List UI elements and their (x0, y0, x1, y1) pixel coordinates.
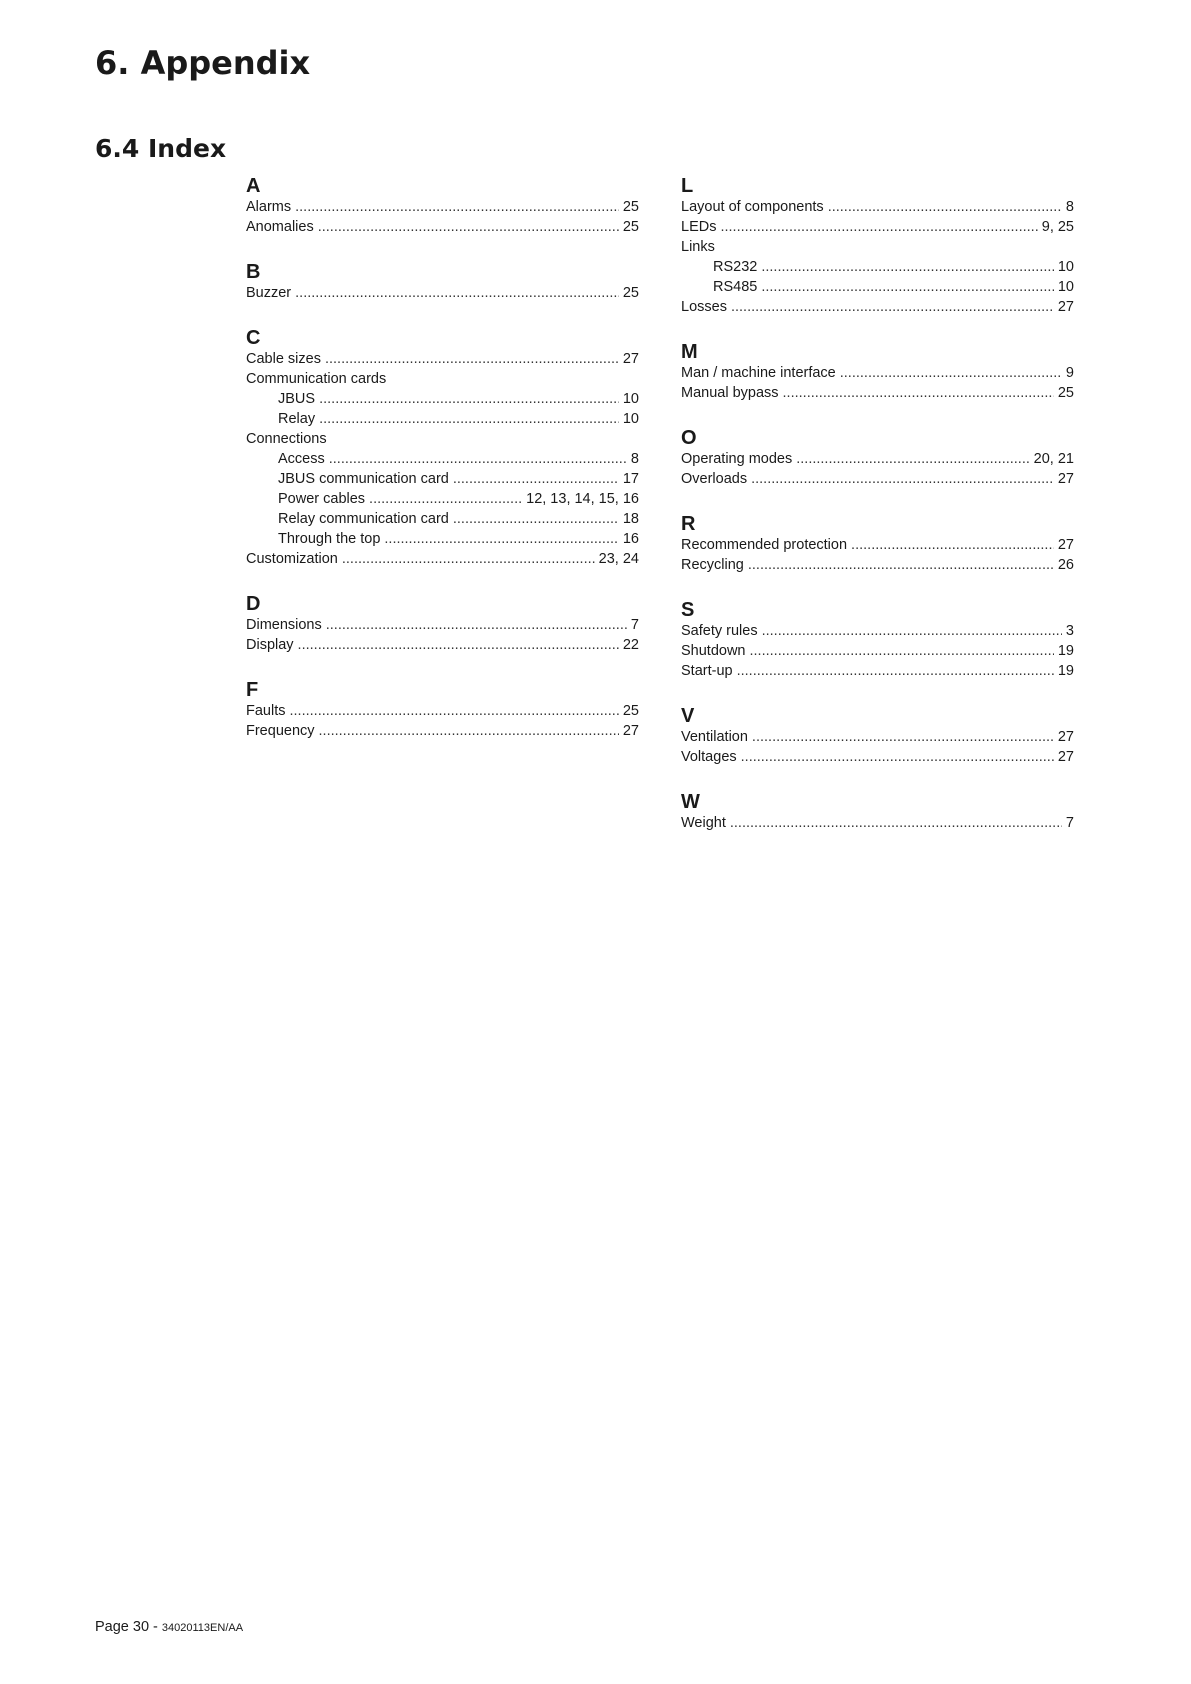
dot-leader (453, 509, 619, 529)
dot-leader (796, 449, 1029, 469)
index-page-numbers: 17 (622, 471, 639, 487)
index-page-numbers: 8 (1065, 199, 1074, 215)
index-term: JBUS (278, 391, 316, 407)
index-page-numbers: 10 (622, 411, 639, 427)
dot-leader (319, 409, 619, 429)
dot-leader (384, 529, 618, 549)
index-page-numbers: 20, 21 (1033, 451, 1074, 467)
index-term: Recycling (681, 557, 744, 573)
dot-leader (290, 701, 619, 721)
index-term: Recommended protection (681, 537, 848, 553)
dot-leader (295, 283, 619, 303)
index-page-numbers: 27 (622, 351, 639, 367)
index-entry (246, 197, 639, 217)
index-entry (681, 535, 1074, 555)
index-page-numbers: 7 (630, 617, 639, 633)
dot-leader (319, 721, 619, 741)
dot-leader (741, 747, 1054, 767)
index-entry (246, 635, 639, 655)
index-group-r (681, 514, 1074, 575)
index-subentry (246, 409, 639, 429)
index-entry (681, 449, 1074, 469)
index-term: Man / machine interface (681, 365, 836, 381)
index-term: Buzzer (246, 285, 292, 301)
index-group-d (246, 594, 639, 655)
index-column-left (246, 176, 639, 766)
index-subentry (246, 389, 639, 409)
index-subentry (246, 489, 639, 509)
index-page-numbers: 26 (1057, 557, 1074, 573)
index-column-right (681, 176, 1074, 858)
index-term: Safety rules (681, 623, 758, 639)
index-group-f (246, 680, 639, 741)
index-page-numbers: 10 (1057, 259, 1074, 275)
index-group-o (681, 428, 1074, 489)
index-term: Through the top (278, 531, 381, 547)
index-entry (681, 555, 1074, 575)
index-term: Access (278, 451, 325, 467)
index-letter-heading: S (681, 599, 695, 621)
index-page-numbers: 25 (622, 703, 639, 719)
index-entry (246, 549, 639, 569)
index-entry (246, 349, 639, 369)
index-entry (681, 217, 1074, 237)
index-letter-heading: R (681, 513, 696, 535)
dot-leader (761, 257, 1054, 277)
index-term: Relay (278, 411, 316, 427)
index-page-numbers: 7 (1065, 815, 1074, 831)
index-page-numbers: 19 (1057, 663, 1074, 679)
index-term: Start-up (681, 663, 733, 679)
index-entry (246, 429, 639, 449)
section-title: 6.4 Index (95, 134, 227, 163)
index-term: Operating modes (681, 451, 793, 467)
index-letter-heading: A (246, 175, 261, 197)
index-page-numbers: 25 (622, 219, 639, 235)
index-entry (681, 727, 1074, 747)
index-group-a (246, 176, 639, 237)
index-term: Power cables (278, 491, 366, 507)
dot-leader (369, 489, 522, 509)
index-term: Overloads (681, 471, 748, 487)
index-term: Shutdown (681, 643, 746, 659)
index-term: Display (246, 637, 294, 653)
index-term: Frequency (246, 723, 315, 739)
page-footer (95, 1619, 243, 1635)
index-letter-heading: M (681, 341, 698, 363)
index-entry (681, 469, 1074, 489)
index-page-numbers: 27 (1057, 299, 1074, 315)
index-term: Layout of components (681, 199, 824, 215)
index-entry (681, 197, 1074, 217)
index-entry (681, 813, 1074, 833)
index-page-numbers: 3 (1065, 623, 1074, 639)
index-entry (681, 383, 1074, 403)
index-term: Voltages (681, 749, 737, 765)
index-entry (246, 369, 639, 389)
index-page-numbers: 18 (622, 511, 639, 527)
index-term: JBUS communication card (278, 471, 449, 487)
index-entry (246, 615, 639, 635)
dot-leader (828, 197, 1062, 217)
dot-leader (342, 549, 595, 569)
index-page-numbers: 27 (622, 723, 639, 739)
index-group-w (681, 792, 1074, 833)
dot-leader (318, 217, 619, 237)
index-term: Manual bypass (681, 385, 779, 401)
index-entry (681, 641, 1074, 661)
index-subentry (246, 469, 639, 489)
index-group-v (681, 706, 1074, 767)
dot-leader (750, 641, 1054, 661)
index-entry (681, 661, 1074, 681)
index-entry (246, 217, 639, 237)
index-term: RS232 (713, 259, 758, 275)
footer-page-label: Page 30 - (95, 1619, 162, 1635)
index-letter-heading: O (681, 427, 697, 449)
index-entry (246, 701, 639, 721)
dot-leader (783, 383, 1054, 403)
index-term: RS485 (713, 279, 758, 295)
index-page-numbers: 23, 24 (598, 551, 639, 567)
dot-leader (761, 277, 1054, 297)
index-term: Links (681, 239, 715, 255)
index-page-numbers: 25 (622, 285, 639, 301)
index-group-m (681, 342, 1074, 403)
dot-leader (840, 363, 1062, 383)
dot-leader (752, 727, 1054, 747)
dot-leader (730, 813, 1062, 833)
index-page-numbers: 27 (1057, 471, 1074, 487)
dot-leader (326, 615, 627, 635)
index-page-numbers: 25 (1057, 385, 1074, 401)
index-page-numbers: 25 (622, 199, 639, 215)
index-page-numbers: 27 (1057, 749, 1074, 765)
index-page-numbers: 12, 13, 14, 15, 16 (526, 491, 639, 507)
index-subentry (246, 449, 639, 469)
index-group-l (681, 176, 1074, 317)
index-entry (246, 721, 639, 741)
index-term: Connections (246, 431, 327, 447)
index-group-s (681, 600, 1074, 681)
index-term: Communication cards (246, 371, 387, 387)
index-page-numbers: 27 (1057, 537, 1074, 553)
dot-leader (329, 449, 627, 469)
index-subentry (681, 277, 1074, 297)
index-letter-heading: W (681, 791, 700, 813)
index-page-numbers: 27 (1057, 729, 1074, 745)
index-entry (681, 297, 1074, 317)
index-subentry (246, 509, 639, 529)
index-term: Cable sizes (246, 351, 321, 367)
index-page-numbers: 8 (630, 451, 639, 467)
index-page-numbers: 9 (1065, 365, 1074, 381)
index-term: LEDs (681, 219, 717, 235)
dot-leader (851, 535, 1054, 555)
footer-doc-ref: 34020113EN/AA (161, 1622, 244, 1634)
dot-leader (762, 621, 1062, 641)
dot-leader (298, 635, 619, 655)
index-entry (246, 283, 639, 303)
index-entry (681, 363, 1074, 383)
index-term: Weight (681, 815, 726, 831)
dot-leader (295, 197, 619, 217)
index-letter-heading: L (681, 175, 694, 197)
index-letter-heading: C (246, 327, 261, 349)
index-page-numbers: 10 (1057, 279, 1074, 295)
index-page-numbers: 19 (1057, 643, 1074, 659)
index-page-numbers: 9, 25 (1041, 219, 1074, 235)
dot-leader (731, 297, 1054, 317)
index-term: Ventilation (681, 729, 748, 745)
dot-leader (325, 349, 619, 369)
index-subentry (246, 529, 639, 549)
index-letter-heading: F (246, 679, 259, 701)
index-term: Alarms (246, 199, 292, 215)
dot-leader (737, 661, 1054, 681)
chapter-title: 6. Appendix (95, 44, 311, 82)
index-page-numbers: 22 (622, 637, 639, 653)
dot-leader (751, 469, 1054, 489)
index-term: Relay communication card (278, 511, 449, 527)
index-term: Losses (681, 299, 727, 315)
index-letter-heading: D (246, 593, 261, 615)
index-term: Anomalies (246, 219, 314, 235)
index-term: Customization (246, 551, 338, 567)
index-entry (681, 621, 1074, 641)
index-group-c (246, 328, 639, 569)
index-term: Dimensions (246, 617, 322, 633)
index-page-numbers: 10 (622, 391, 639, 407)
index-term: Faults (246, 703, 286, 719)
dot-leader (720, 217, 1037, 237)
index-letter-heading: V (681, 705, 695, 727)
index-group-b (246, 262, 639, 303)
index-subentry (681, 257, 1074, 277)
dot-leader (453, 469, 619, 489)
index-letter-heading: B (246, 261, 261, 283)
dot-leader (748, 555, 1054, 575)
index-entry (681, 747, 1074, 767)
index-entry (681, 237, 1074, 257)
index-page-numbers: 16 (622, 531, 639, 547)
dot-leader (319, 389, 619, 409)
